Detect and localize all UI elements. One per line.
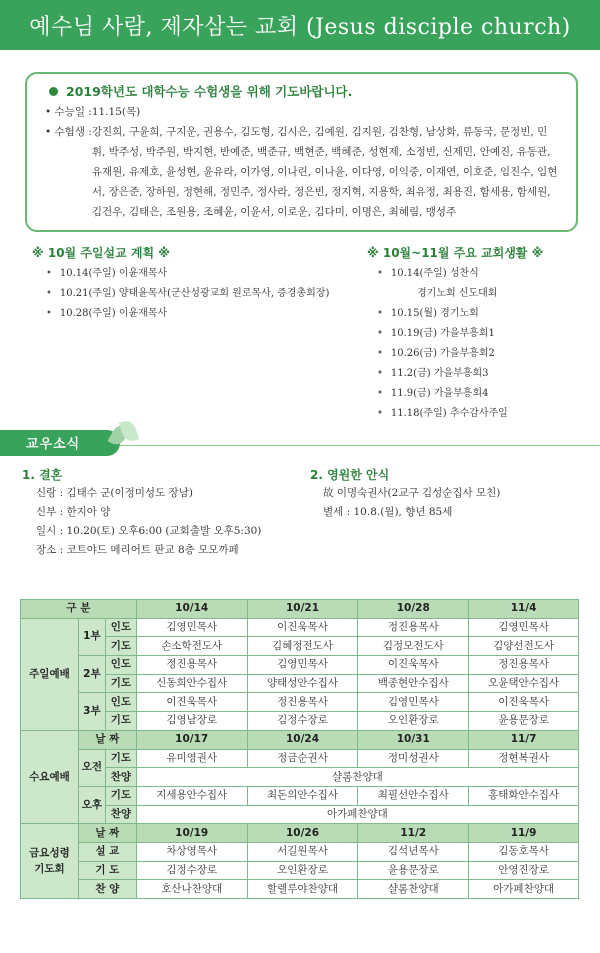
events-list <box>377 264 508 424</box>
prayer-title: 2019학년도 대학수능 수험생을 위해 기도바랍니다. <box>49 82 562 102</box>
sunday-worship-label: 주일예배 <box>21 618 79 730</box>
table-row: 오후 기도 지세용안수집사 최돈의안수집사 최필선안수집사 홍태화안수집사 <box>21 786 579 805</box>
news-section-bar <box>0 430 120 456</box>
friday-prayer-label: 금요성령기도회 <box>21 824 79 899</box>
table-row: 오전 기도 유미영권사 정금순권사 정미성권사 정현복권사 <box>21 749 579 768</box>
church-title: 예수님 사람, 제자삼는 교회 (Jesus disciple church) <box>29 15 571 40</box>
students-line: • 수험생 : 강진희, 구윤희, 구지운, 권용수, 김도형, 김시은, 김예원, 김지원, 김찬형, 남상화, 류동국, 문정빈, 민 휘, 박주성, 박주원, 박지현, 반예준, 백준규, 백현준, 백혜준, 성현제, 소정빈, 신제민, 안예진, 유동관, 유재원, 유제호, 윤성현, 윤유라, 이가영, 이나린, 이나윤, 이다영, 이익중, 이재연, 이호준, 임진수, 임현서, 장은준, 장하원, 정현해, 정민주, 정사라, 정은빈, 정지혁, 지용학, 최유정, 최용진, 함세용, 함세원, 김건우, 김태은, 조원용, 조혜윤, 이윤서, 이로운, 김다미, 이명은, 최혜림, 맹성주 <box>45 122 562 222</box>
table-row: 기 도 김정수장로 오인환장로 윤용문장로 안영진장로 <box>21 861 579 880</box>
wedding-details: 신랑 : 김태수 군(이정미성도 장남) 신부 : 한지아 양 일시 : 10.20(토) 오후6:00 (교회출발 오후5:30) 장소 : 코트야드 메리어트 판교 8층 모모까페 <box>36 487 262 556</box>
table-row: 금요성령기도회 날 짜 10/19 10/26 11/2 11/9 <box>21 824 579 843</box>
table-row: 기도 손소학전도사 김혜정전도사 김정모전도사 김양선전도사 <box>21 637 579 656</box>
table-row: 기도 신동희안수집사 양태성안수집사 백종현안수집사 오윤택안수집사 <box>21 674 579 693</box>
list-item: • 10.28(주일) 이윤재목사 <box>46 304 329 324</box>
table-row: 찬양 샬롬찬양대 <box>21 768 579 787</box>
sermon-plan-title: ※ 10월 주일설교 계획 ※ <box>32 246 170 260</box>
table-row: 설 교 차상영목사 서길원목사 김석년목사 김동호목사 <box>21 842 579 861</box>
divider <box>120 445 600 446</box>
list-item: • 10.14(주일) 성찬식 <box>377 264 508 284</box>
list-item: • 10.21(주일) 양태윤목사(군산성광교회 원로목사, 증경총회장) <box>46 284 329 304</box>
list-item: • 10.26(금) 가을부흥회2 <box>377 344 508 364</box>
exam-date: 11.15(목) <box>91 106 141 118</box>
student-names: 강진희, 구윤희, 구지운, 권용수, 김도형, 김시은, 김예원, 김지원, 김찬형, 남상화, 류동국, 문정빈, 민 휘, 박주성, 박주원, 박지현, 반예준, 백준규, 백현준, 백혜준, 성현제, 소정빈, 신제민, 안예진, 유동관, 유재원, 유제호, 윤성현, 윤유라, 이가영, 이나린, 이나윤, 이다영, 이익중, 이재연, 이호준, 임진수, 임현서, 장은준, 장하원, 정현해, 정민주, 정사라, 정은빈, 정지혁, 지용학, 최유정, 최용진, 함세용, 함세원, 김건우, 김태은, 조원용, 조혜윤, 이윤서, 이로운, 김다미, 이명은, 최혜림, 맹성주 <box>91 126 558 218</box>
table-row: 수요예배 날 짜 10/17 10/24 10/31 11/7 <box>21 730 579 749</box>
list-item: 경기노회 신도대회 <box>417 288 498 299</box>
news-label: 교우소식 <box>26 437 81 452</box>
wednesday-worship-label: 수요예배 <box>21 730 79 823</box>
memorial-title: 2. 영원한 안식 <box>310 468 390 482</box>
worship-schedule-table <box>20 599 579 899</box>
list-item: • 10.19(금) 가을부흥회1 <box>377 324 508 344</box>
exam-date-line: • 수능일 : 11.15(목) <box>45 102 562 122</box>
table-row: 찬양 아가페찬양대 <box>21 805 579 824</box>
table-row: 기도 김영남장로 김정수장로 오인환장로 윤용문장로 <box>21 712 579 731</box>
table-row: 찬 양 호산나찬양대 할렐루야찬양대 샬롬찬양대 아가페찬양대 <box>21 880 579 899</box>
list-item: • 11.18(주일) 추수감사주일 <box>377 404 508 424</box>
sermon-plan-list <box>46 264 329 324</box>
header-banner <box>0 0 600 50</box>
wedding-title: 1. 결혼 <box>22 468 63 482</box>
table-row: 2부 인도 정진용목사 김영민목사 이진욱목사 정진용목사 <box>21 656 579 675</box>
table-header-row: 구 분 10/14 10/21 10/28 11/4 <box>21 600 579 619</box>
memorial-details: 故 이명숙권사(2교구 김성순집사 모친) 별세 : 10.8.(월), 향년 85세 <box>323 487 501 518</box>
list-item: • 11.2(금) 가을부흥회3 <box>377 364 508 384</box>
bullet-dot-icon <box>49 87 58 96</box>
events-title: ※ 10월~11월 주요 교회생활 ※ <box>367 246 544 260</box>
table-row: 3부 인도 이진욱목사 정진용목사 김영민목사 이진욱목사 <box>21 693 579 712</box>
list-item: • 10.14(주일) 이윤재목사 <box>46 264 329 284</box>
list-item: • 10.15(월) 경기노회 <box>377 304 508 324</box>
table-row: 주일예배 1부 인도 김영민목사 이진욱목사 정진용목사 김영민목사 <box>21 618 579 637</box>
prayer-request-box <box>25 72 578 232</box>
list-item: • 11.9(금) 가을부흥회4 <box>377 384 508 404</box>
